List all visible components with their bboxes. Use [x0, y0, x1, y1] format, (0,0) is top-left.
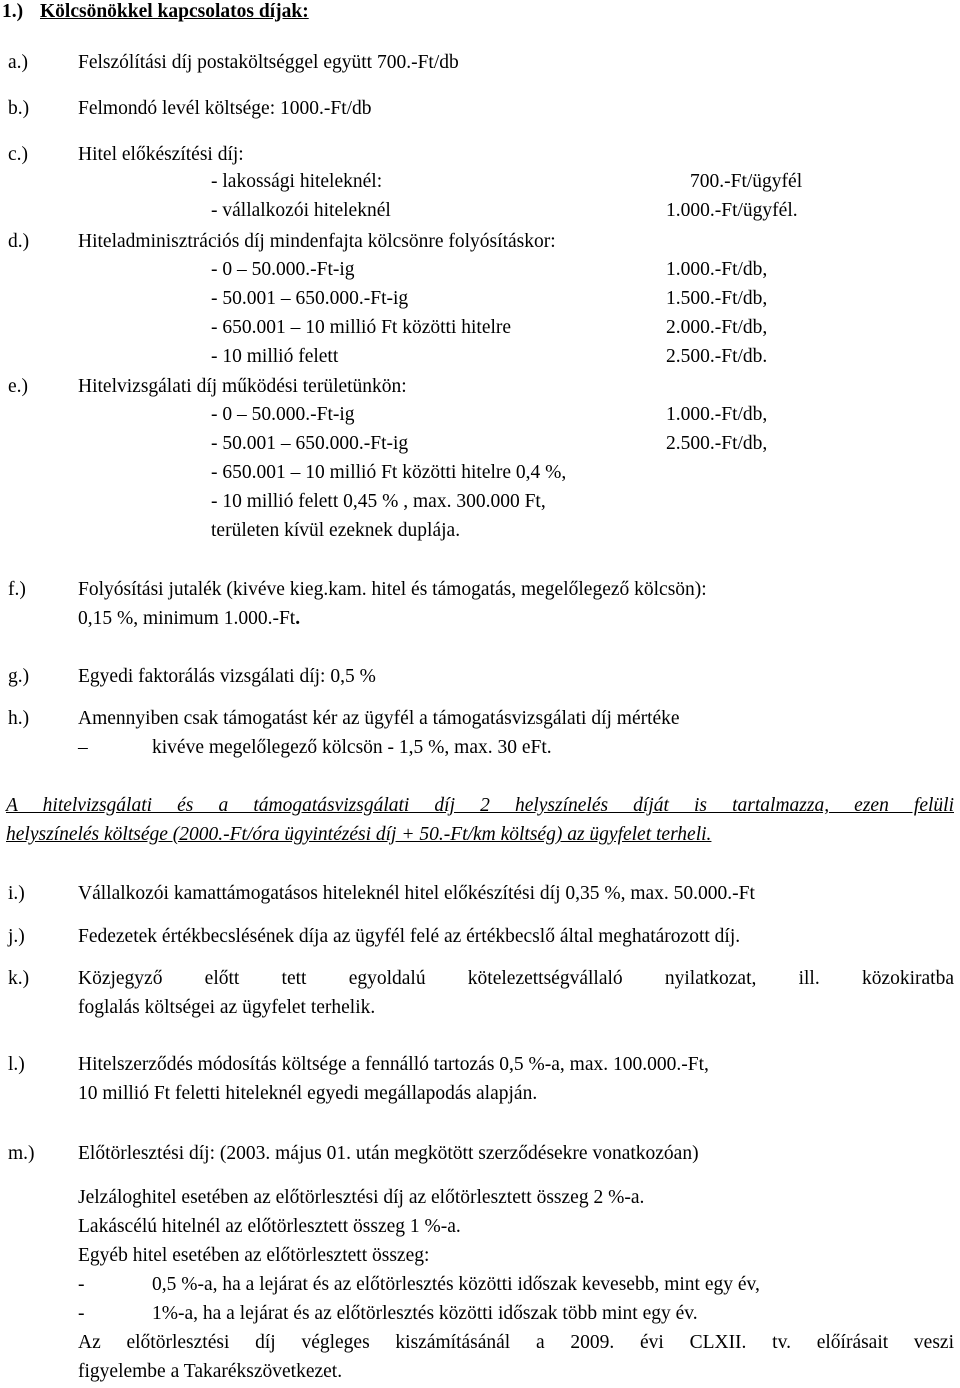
item-e-row-value: 2.500.-Ft/db, [666, 433, 768, 454]
item-g-text: Egyedi faktorálás vizsgálati díj: 0,5 % [78, 666, 376, 687]
item-m-letter: m.) [8, 1143, 35, 1164]
section-title: Kölcsönökkel kapcsolatos díjak: [40, 1, 309, 22]
item-e-row-label: - 50.001 – 650.000.-Ft-ig [211, 433, 409, 454]
item-c-letter: c.) [8, 144, 29, 165]
item-i-letter: i.) [8, 883, 25, 904]
item-h-line2: kivéve megelőlegező kölcsön - 1,5 %, max. 30 eFt. [152, 737, 552, 758]
item-e-row-value: 1.000.-Ft/db, [666, 404, 768, 425]
item-m-bullet-text: 1%-a, ha a lejárat és az előtörlesztés közötti időszak több mint egy év. [152, 1303, 698, 1324]
item-b-letter: b.) [8, 98, 30, 119]
item-f-line2 [78, 607, 300, 631]
item-d-row-value: 1.000.-Ft/db, [666, 259, 768, 280]
item-l-line1: Hitelszerződés módosítás költsége a fennálló tartozás 0,5 %-a, max. 100.000.-Ft, [78, 1054, 709, 1075]
item-f-letter: f.) [8, 579, 26, 600]
item-f-line2-text: 0,15 %, minimum 1.000.-Ft [78, 608, 296, 629]
note-line: helyszínelés költsége (2000.-Ft/óra ügyintézési díj + 50.-Ft/km költség) az ügyfelet terheli. [6, 824, 712, 845]
item-d-row-label: - 0 – 50.000.-Ft-ig [211, 259, 355, 280]
item-f-line1: Folyósítási jutalék (kivéve kieg.kam. hitel és támogatás, megelőlegező kölcsön): [78, 579, 707, 600]
item-j-text: Fedezetek értékbecslésének díja az ügyfél felé az értékbecslő által meghatározott díj. [78, 926, 741, 947]
item-d-text: Hiteladminisztrációs díj mindenfajta kölcsönre folyósításkor: [78, 231, 556, 252]
item-d-row-label: - 650.001 – 10 millió Ft közötti hitelre [211, 317, 512, 338]
item-a-letter: a.) [8, 52, 29, 73]
item-e-text: Hitelvizsgálati díj működési területünkön: [78, 376, 407, 397]
item-l-letter: l.) [8, 1054, 25, 1075]
item-e-line: területen kívül ezeknek duplája. [211, 520, 461, 541]
item-k-line2: foglalás költségei az ügyfelet terhelik. [78, 997, 376, 1018]
item-d-row-label: - 10 millió felett [211, 346, 339, 367]
item-m-final-line: figyelembe a Takarékszövetkezet. [78, 1361, 343, 1382]
item-j-letter: j.) [8, 926, 25, 947]
item-e-line: - 650.001 – 10 millió Ft közötti hitelre 0,4 %, [211, 462, 567, 483]
item-a-text: Felszólítási díj postaköltséggel együtt 700.-Ft/db [78, 52, 459, 73]
item-b-text: Felmondó levél költsége: 1000.-Ft/db [78, 98, 372, 119]
item-i-text: Vállalkozói kamattámogatásos hiteleknél hitel előkészítési díj 0,35 %, max. 50.000.-Ft [78, 883, 755, 904]
item-c-row-label: - lakossági hiteleknél: [211, 171, 383, 192]
item-h-letter: h.) [8, 708, 30, 729]
section-number: 1.) [2, 1, 24, 22]
item-e-row-label: - 0 – 50.000.-Ft-ig [211, 404, 355, 425]
item-d-row-value: 2.500.-Ft/db. [666, 346, 768, 367]
item-d-row-value: 1.500.-Ft/db, [666, 288, 768, 309]
item-c-text: Hitel előkészítési díj: [78, 144, 244, 165]
item-e-line: - 10 millió felett 0,45 % , max. 300.000 Ft, [211, 491, 546, 512]
item-d-row-label: - 50.001 – 650.000.-Ft-ig [211, 288, 409, 309]
item-m-paragraph: Lakáscélú hitelnél az előtörlesztett összeg 1 %-a. [78, 1216, 461, 1237]
item-e-letter: e.) [8, 376, 29, 397]
item-m-bullet-mark: - [78, 1303, 85, 1324]
item-h-line1: Amennyiben csak támogatást kér az ügyfél a támogatásvizsgálati díj mértéke [78, 708, 680, 729]
item-c-row-label: - vállalkozói hiteleknél [211, 200, 391, 221]
item-d-letter: d.) [8, 231, 30, 252]
item-h-dash: – [78, 737, 88, 758]
item-m-text: Előtörlesztési díj: (2003. május 01. után megkötött szerződésekre vonatkozóan) [78, 1143, 699, 1164]
item-c-row-value: 1.000.-Ft/ügyfél. [666, 200, 798, 221]
item-k-line1: Közjegyző előtt tett egyoldalú kötelezettségvállaló nyilatkozat, ill. közokiratba [78, 968, 954, 989]
item-l-line2: 10 millió Ft feletti hiteleknél egyedi megállapodás alapján. [78, 1083, 538, 1104]
item-m-paragraph: Egyéb hitel esetében az előtörlesztett összeg: [78, 1245, 430, 1266]
item-m-final-line: Az előtörlesztési díj végleges kiszámításánál a 2009. évi CLXII. tv. előírásait veszi [78, 1332, 954, 1353]
item-d-row-value: 2.000.-Ft/db, [666, 317, 768, 338]
item-g-letter: g.) [8, 666, 30, 687]
note-line: A hitelvizsgálati és a támogatásvizsgálati díj 2 helyszínelés díját is tartalmazza, ezen felüli [6, 795, 954, 816]
item-m-bullet-text: 0,5 %-a, ha a lejárat és az előtörlesztés közötti időszak kevesebb, mint egy év, [152, 1274, 760, 1295]
item-c-row-value: 700.-Ft/ügyfél [690, 171, 803, 192]
item-m-bullet-mark: - [78, 1274, 85, 1295]
item-m-paragraph: Jelzáloghitel esetében az előtörlesztési díj az előtörlesztett összeg 2 %-a. [78, 1187, 645, 1208]
item-f-line2-period: . [295, 608, 301, 629]
item-k-letter: k.) [8, 968, 30, 989]
